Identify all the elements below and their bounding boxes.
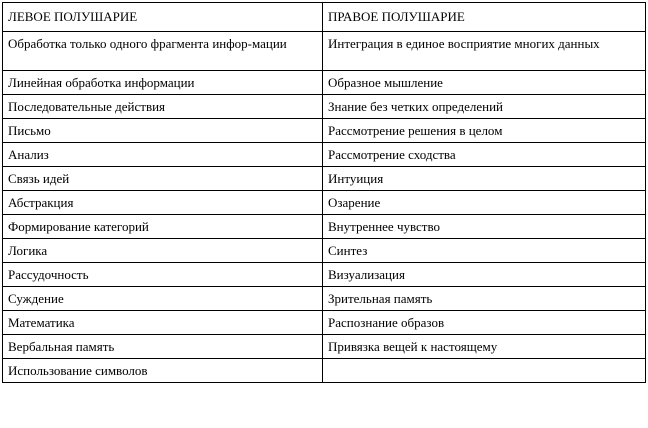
table-row — [3, 167, 646, 191]
left-cell: Последовательные действия — [3, 95, 323, 119]
left-cell: Линейная обработка информации — [3, 71, 323, 95]
hemispheres-table — [2, 2, 646, 383]
left-cell: Связь идей — [3, 167, 323, 191]
left-cell: Суждение — [3, 287, 323, 311]
right-cell: Внутреннее чувство — [323, 215, 646, 239]
right-cell: Интеграция в единое восприятие многих данных — [323, 32, 646, 71]
right-cell: Интуиция — [323, 167, 646, 191]
left-cell: Анализ — [3, 143, 323, 167]
left-cell: Использование символов — [3, 359, 323, 383]
right-cell: Знание без четких определений — [323, 95, 646, 119]
table-row — [3, 311, 646, 335]
left-cell: Рассудочность — [3, 263, 323, 287]
table-row — [3, 263, 646, 287]
right-cell: Распознание образов — [323, 311, 646, 335]
left-cell: Логика — [3, 239, 323, 263]
right-cell: Рассмотрение сходства — [323, 143, 646, 167]
right-cell — [323, 359, 646, 383]
left-cell: Письмо — [3, 119, 323, 143]
table-row — [3, 287, 646, 311]
table-row — [3, 71, 646, 95]
left-cell: Вербальная память — [3, 335, 323, 359]
table-header-row — [3, 3, 646, 32]
table-row — [3, 239, 646, 263]
right-cell: Рассмотрение решения в целом — [323, 119, 646, 143]
left-cell: Абстракция — [3, 191, 323, 215]
left-cell: Обработка только одного фрагмента инфор-мации — [3, 32, 323, 71]
right-cell: Синтез — [323, 239, 646, 263]
table-row — [3, 191, 646, 215]
right-cell: Привязка вещей к настоящему — [323, 335, 646, 359]
table-row — [3, 119, 646, 143]
right-cell: Озарение — [323, 191, 646, 215]
left-cell: Формирование категорий — [3, 215, 323, 239]
header-right-hemisphere: ПРАВОЕ ПОЛУШАРИЕ — [323, 3, 646, 32]
right-cell: Визуализация — [323, 263, 646, 287]
right-cell: Образное мышление — [323, 71, 646, 95]
table-row — [3, 335, 646, 359]
table-row — [3, 95, 646, 119]
table-row — [3, 359, 646, 383]
table-row — [3, 143, 646, 167]
right-cell: Зрительная память — [323, 287, 646, 311]
header-left-hemisphere: ЛЕВОЕ ПОЛУШАРИЕ — [3, 3, 323, 32]
table-row — [3, 215, 646, 239]
left-cell: Математика — [3, 311, 323, 335]
table-row — [3, 32, 646, 71]
